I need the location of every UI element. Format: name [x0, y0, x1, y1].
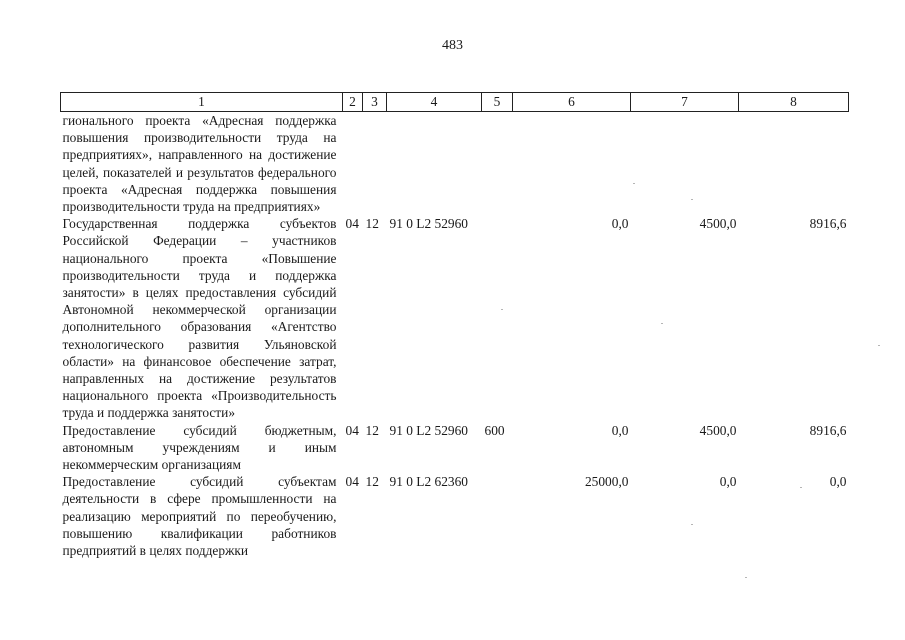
budget-table	[60, 92, 849, 559]
scan-speck	[501, 309, 503, 310]
row-csr: 91 0 L2 52960	[389, 216, 468, 232]
header-col-2: 2	[343, 93, 363, 112]
row-pr: 12	[365, 216, 379, 232]
scan-speck	[745, 577, 747, 578]
header-col-4: 4	[387, 93, 482, 112]
scan-speck	[878, 345, 880, 346]
row-pr: 12	[365, 474, 379, 490]
header-col-3: 3	[363, 93, 387, 112]
header-row	[61, 93, 849, 112]
row-vr	[482, 215, 513, 421]
page-number: 483	[442, 38, 463, 53]
table-row	[61, 473, 849, 559]
row-name: гионального проекта «Адресная поддержка повышения производительности труда на предприятиях», направленного на достижение целей, показателей и результатов федерального проекта «Адресная поддержка повышения производительности труда на предприятиях»	[62, 113, 337, 215]
row-name: Государственная поддержка субъектов Российской Федерации – участников национального проекта «Повышение производительности труда и поддержка занятости» в целях предоставления субсидий Автономной некоммерческой организации дополнительного образования «Агентство технологического развития Ульяновской области» на финансовое обеспечение затрат, направленных на достижение результатов национального проекта «Производительность труда и поддержка занятости»	[62, 216, 337, 421]
scan-speck	[633, 183, 635, 184]
row-rz: 04	[345, 422, 359, 438]
row-value-1: 0,0	[611, 216, 629, 232]
row-pr: 12	[365, 422, 379, 438]
row-value-1: 25000,0	[584, 474, 629, 490]
row-rz: 04	[345, 216, 359, 232]
row-value-2: 4500,0	[699, 422, 737, 438]
row-rz	[343, 112, 363, 216]
row-value-1: 0,0	[611, 422, 629, 438]
header-col-1: 1	[61, 93, 343, 112]
header-col-8: 8	[739, 93, 849, 112]
header-col-7: 7	[631, 93, 739, 112]
row-value-2: 4500,0	[699, 216, 737, 232]
scan-speck	[691, 199, 693, 200]
row-value-1	[513, 112, 631, 216]
row-value-3	[739, 112, 849, 216]
row-pr	[363, 112, 387, 216]
row-vr	[482, 112, 513, 216]
table-row	[61, 215, 849, 421]
table-row	[61, 422, 849, 474]
row-name: Предоставление субсидий субъектам деятельности в сфере промышленности на реализацию мероприятий по переобучению, повышению квалификации работников предприятий в целях поддержки	[62, 474, 337, 559]
scan-speck	[691, 524, 693, 525]
row-csr: 91 0 L2 62360	[389, 474, 468, 490]
scan-speck	[800, 487, 802, 488]
header-col-5: 5	[482, 93, 513, 112]
scan-speck	[661, 323, 663, 324]
row-value-2	[631, 112, 739, 216]
row-vr: 600	[484, 422, 505, 438]
row-rz: 04	[345, 474, 359, 490]
table-header	[61, 93, 849, 112]
header-col-6: 6	[513, 93, 631, 112]
row-csr: 91 0 L2 52960	[389, 422, 468, 438]
table-body	[61, 112, 849, 560]
row-value-3: 0,0	[829, 474, 847, 490]
row-csr	[387, 112, 482, 216]
row-value-3: 8916,6	[809, 422, 847, 438]
table-row	[61, 112, 849, 216]
row-value-2: 0,0	[719, 474, 737, 490]
row-value-3: 8916,6	[809, 216, 847, 232]
row-vr	[482, 473, 513, 559]
row-name: Предоставление субсидий бюджетным, автономным учреждениям и иным некоммерческим организациям	[62, 422, 337, 473]
